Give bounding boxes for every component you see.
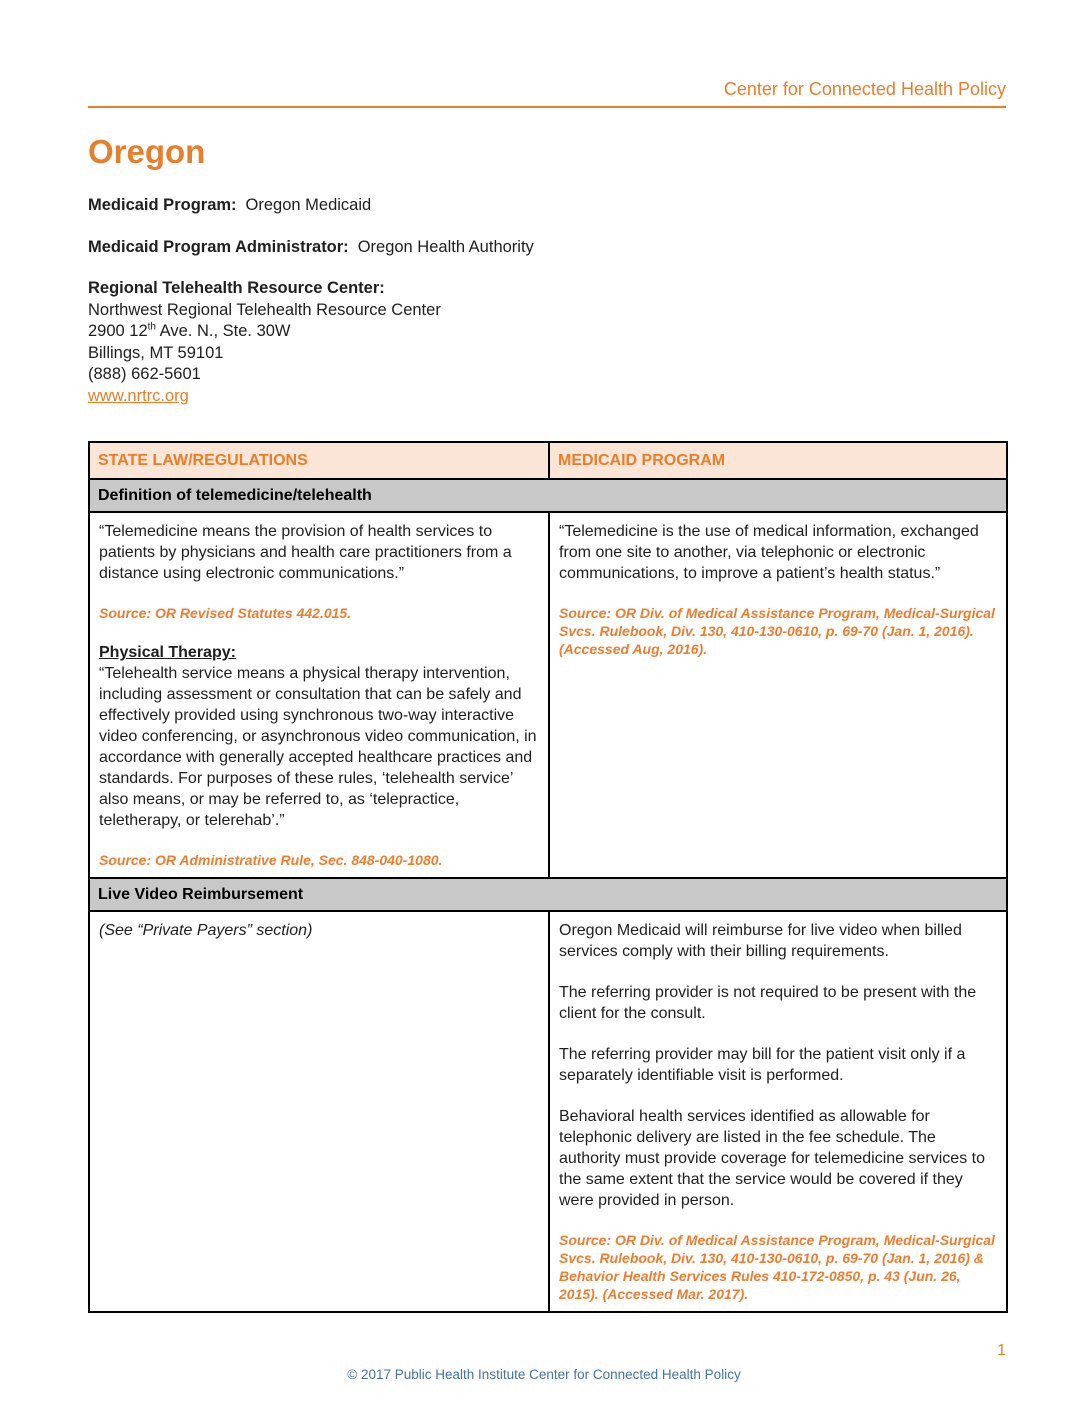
medicaid-program-line (88, 195, 1006, 217)
footer-copyright: © 2017 Public Health Institute Center for Connected Health Policy (347, 1367, 741, 1382)
rtrc-block (88, 278, 1006, 407)
section-row-live-video (89, 878, 1007, 911)
section-title-live-video: Live Video Reimbursement (89, 878, 1007, 911)
source-citation-admin-rule: Source: OR Administrative Rule, Sec. 848-040-1080. (99, 852, 443, 868)
rtrc-website-link[interactable]: www.nrtrc.org (88, 386, 189, 405)
column-header-row (89, 442, 1007, 479)
medicaid-program-value: Oregon Medicaid (245, 196, 372, 214)
table-row-definition (89, 512, 1007, 878)
cell-definition-state-law (89, 512, 549, 878)
physical-therapy-heading: Physical Therapy: (99, 644, 236, 661)
behavioral-health-paragraph: Behavioral health services identified as allowable for telephonic delivery are listed in the fee schedule. The authority must provide coverage for telemedicine services to the same extent that the service would be covered if they were provided in person. (559, 1108, 985, 1209)
table-row-live-video (89, 911, 1007, 1312)
rtrc-name: Northwest Regional Telehealth Resource Center (88, 300, 441, 319)
administrator-line (88, 237, 1006, 259)
rtrc-address-line (88, 321, 1006, 343)
referring-provider-presence-paragraph: The referring provider is not required to be present with the client for the consult. (559, 984, 977, 1022)
administrator-value: Oregon Health Authority (357, 237, 534, 256)
source-citation-rulebook: Source: OR Div. of Medical Assistance Program, Medical-Surgical Svcs. Rulebook, Div. 130, 410-130-0610, p. 69-70 (Jan. 1, 2016). (Accessed Aug, 2016). (559, 605, 995, 657)
policy-table (88, 441, 1008, 1313)
cell-live-video-medicaid (549, 911, 1007, 1312)
live-video-reimburse-paragraph: Oregon Medicaid will reimburse for live video when billed services comply with their billing requirements. (559, 922, 962, 960)
medicaid-definition-quote: “Telemedicine is the use of medical information, exchanged from one site to another, via telephonic or electronic communications, to improve a patient’s health status.” (559, 523, 979, 582)
column-header-medicaid-program: MEDICAID PROGRAM (549, 442, 1007, 479)
rtrc-address-post: Ave. N., Ste. 30W (156, 322, 291, 340)
page-title: Oregon (88, 133, 206, 170)
source-citation-rulebook-behavior: Source: OR Div. of Medical Assistance Program, Medical-Surgical Svcs. Rulebook, Div. 130, 410-130-0610, p. 69-70 (Jan. 1, 2016) & Behavior Health Services Rules 410-172-0850, p. 43 (Jun. 26, 2015). (Accessed Mar. 2017). (559, 1232, 995, 1302)
private-payers-note: (See “Private Payers” section) (99, 922, 313, 939)
page-content (88, 0, 1006, 1313)
cell-live-video-state-law (89, 911, 549, 1312)
rtrc-address-pre: 2900 12 (88, 322, 148, 340)
column-header-state-law: STATE LAW/REGULATIONS (89, 442, 549, 479)
referring-provider-billing-paragraph: The referring provider may bill for the patient visit only if a separately identifiable visit is performed. (559, 1046, 966, 1084)
header-brand: Center for Connected Health Policy (723, 79, 1006, 99)
rtrc-city: Billings, MT 59101 (88, 343, 224, 362)
physical-therapy-quote: “Telehealth service means a physical therapy intervention, including assessment or consultation that can be safely and effectively provided using synchronous two-way interactive video conferencing, or asynchronous video communication, in accordance with generally accepted healthcare practices and standards. For purposes of these rules, ‘telehealth service’ also means, or may be referred to, as ‘telepractice, teletherapy, or telerehab’.” (99, 665, 537, 829)
header-rule (88, 106, 1006, 108)
source-citation-revised-statutes: Source: OR Revised Statutes 442.015. (99, 605, 352, 621)
medicaid-program-label: Medicaid Program: (88, 196, 237, 214)
cell-definition-medicaid (549, 512, 1007, 878)
section-row-definition (89, 479, 1007, 512)
rtrc-label: Regional Telehealth Resource Center: (88, 279, 385, 297)
definition-statute-quote: “Telemedicine means the provision of health services to patients by physicians and health care practitioners from a distance using electronic communications.” (99, 523, 512, 582)
page-number: 1 (997, 1342, 1006, 1359)
administrator-label: Medicaid Program Administrator: (88, 237, 349, 256)
rtrc-phone: (888) 662-5601 (88, 365, 201, 383)
section-title-definition: Definition of telemedicine/telehealth (89, 479, 1007, 512)
rtrc-address-ordinal: th (147, 321, 156, 333)
